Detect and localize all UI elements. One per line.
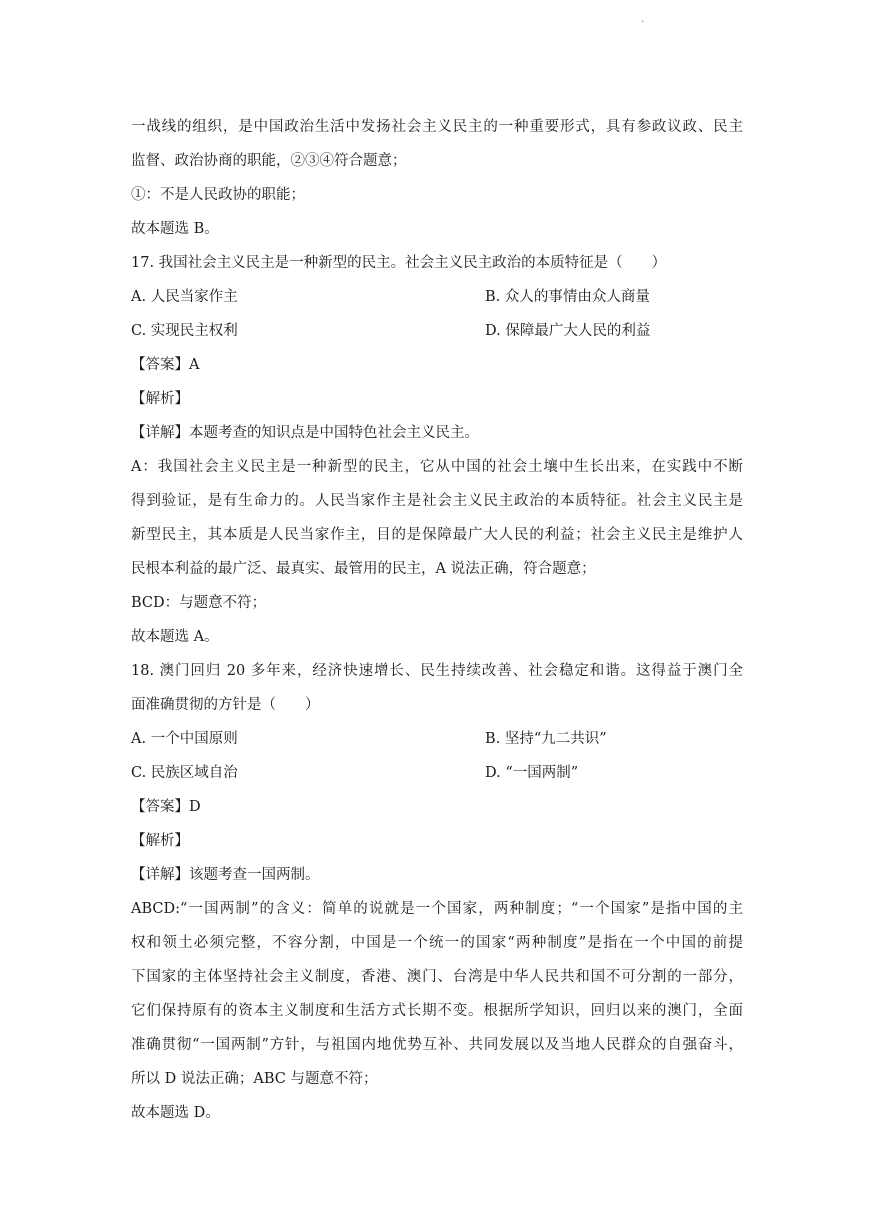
q16-explain-line: ①：不是人民政协的职能； bbox=[131, 187, 305, 203]
q18-option-c: C. 民族区域自治 bbox=[131, 765, 238, 781]
header-dot: . bbox=[641, 14, 645, 25]
q18-option-b: B. 坚持“九二共识” bbox=[485, 731, 607, 747]
q18-explain-line: 下国家的主体坚持社会主义制度，香港、澳门、台湾是中华人民共和国不可分割的一部分， bbox=[131, 969, 743, 985]
page-content bbox=[131, 110, 743, 1130]
q18-stem-line: 18. 澳门回归 20 多年来，经济快速增长、民生持续改善、社会稳定和谐。这得益于澳门全 bbox=[131, 663, 743, 679]
q16-explain-line: 一战线的组织，是中国政治生活中发扬社会主义民主的一种重要形式，具有参政议政、民主 bbox=[131, 119, 743, 135]
q18-explain-line: ABCD:“一国两制”的含义：简单的说就是一个国家，两种制度；“一个国家”是指中国的主 bbox=[131, 901, 743, 917]
q17-explain-line: 民根本利益的最广泛、最真实、最管用的民主，A 说法正确，符合题意； bbox=[131, 561, 596, 577]
q17-explain-line: 得到验证，是有生命力的。人民当家作主是社会主义民主政治的本质特征。社会主义民主是 bbox=[131, 493, 743, 509]
q17-explain-line: 新型民主，其本质是人民当家作主，目的是保障最广大人民的利益；社会主义民主是维护人 bbox=[131, 527, 743, 543]
q18-answer: 【答案】D bbox=[131, 799, 201, 815]
q17-explain-line: A：我国社会主义民主是一种新型的民主，它从中国的社会土壤中生长出来，在实践中不断 bbox=[131, 459, 743, 475]
q16-explain-line: 监督、政治协商的职能，②③④符合题意； bbox=[131, 153, 407, 169]
q17-bcd-note: BCD：与题意不符； bbox=[131, 595, 267, 611]
q18-option-d: D. “一国两制” bbox=[485, 765, 579, 781]
q18-explain-line: 权和领土必须完整，不容分割，中国是一个统一的国家“两种制度”是指在一个中国的前提 bbox=[131, 935, 743, 951]
q18-stem-line: 面准确贯彻的方针是（ ） bbox=[131, 697, 320, 713]
q18-conclusion: 故本题选 D。 bbox=[131, 1105, 220, 1121]
q17-option-a: A. 人民当家作主 bbox=[131, 289, 238, 305]
q17-conclusion: 故本题选 A。 bbox=[131, 629, 219, 645]
q18-analysis-label: 【解析】 bbox=[131, 833, 189, 849]
q18-options-row-1 bbox=[131, 722, 743, 756]
q17-options-row-1 bbox=[131, 280, 743, 314]
q17-options-row-2 bbox=[131, 314, 743, 348]
q17-analysis-label: 【解析】 bbox=[131, 391, 189, 407]
q16-conclusion: 故本题选 B。 bbox=[131, 221, 219, 237]
q17-stem: 17. 我国社会主义民主是一种新型的民主。社会主义民主政治的本质特征是（ ） bbox=[131, 255, 667, 271]
q17-option-d: D. 保障最广大人民的利益 bbox=[485, 323, 651, 339]
q17-detail: 【详解】本题考查的知识点是中国特色社会主义民主。 bbox=[131, 425, 479, 441]
q18-explain-line: 所以 D 说法正确；ABC 与题意不符； bbox=[131, 1071, 378, 1087]
q18-explain-line: 准确贯彻“一国两制”方针，与祖国内地优势互补、共同发展以及当地人民群众的自强奋斗， bbox=[131, 1037, 743, 1053]
q17-option-c: C. 实现民主权利 bbox=[131, 323, 238, 339]
q17-answer: 【答案】A bbox=[131, 357, 200, 373]
q17-option-b: B. 众人的事情由众人商量 bbox=[485, 289, 650, 305]
q18-option-a: A. 一个中国原则 bbox=[131, 731, 238, 747]
q18-options-row-2 bbox=[131, 756, 743, 790]
q18-explain-line: 它们保持原有的资本主义制度和生活方式长期不变。根据所学知识，回归以来的澳门，全面 bbox=[131, 1003, 743, 1019]
q18-detail: 【详解】该题考查一国两制。 bbox=[131, 867, 320, 883]
